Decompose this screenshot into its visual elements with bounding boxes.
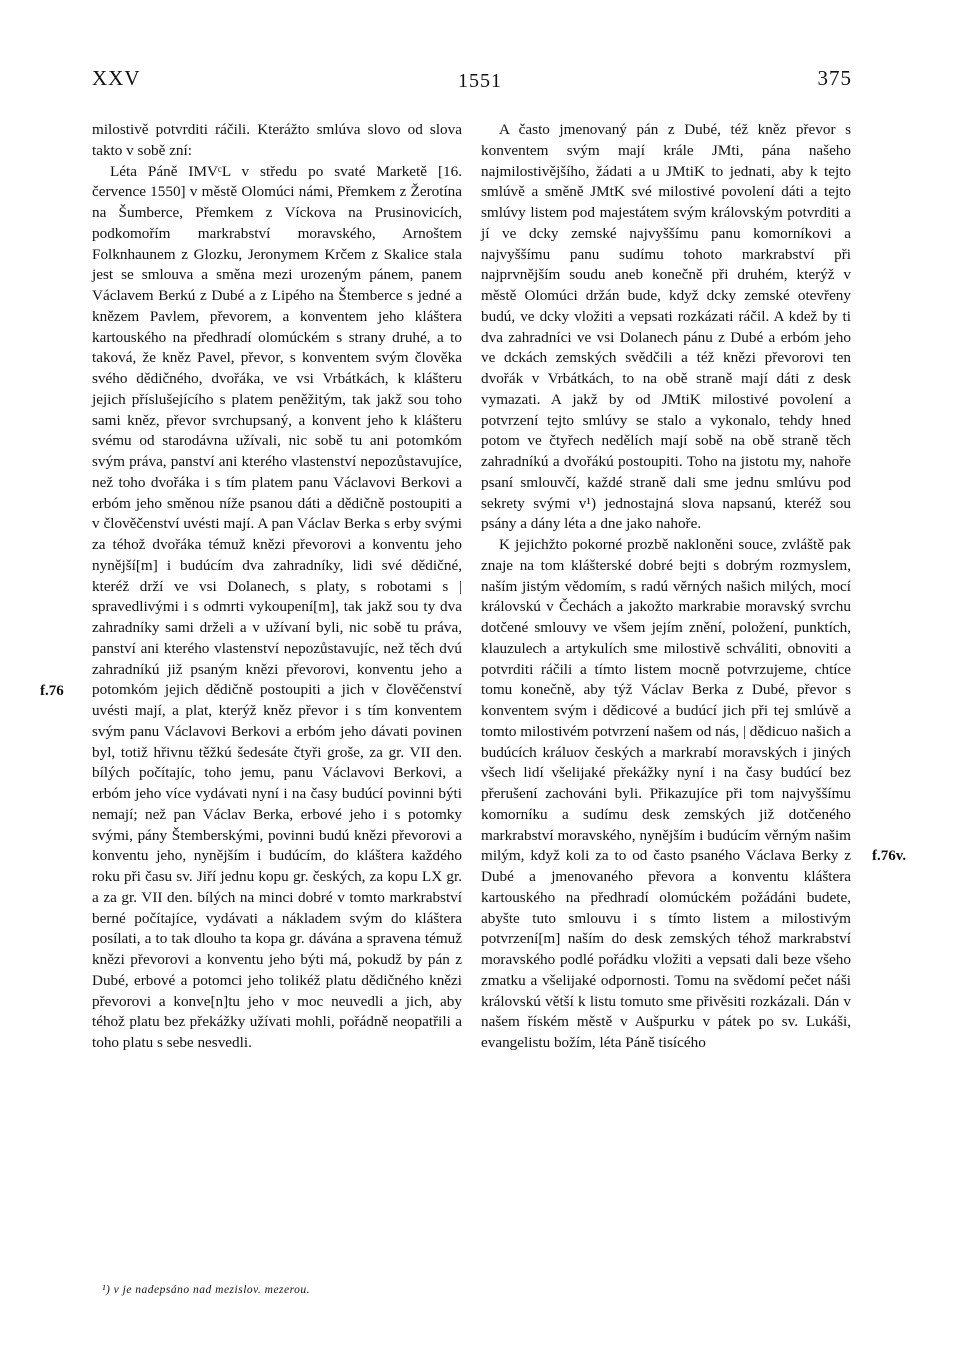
left-paragraph-1: milostivě potvrditi ráčili. Kterážto smlúva slovo od slova takto v sobě zní: <box>92 121 462 159</box>
right-paragraph-1: A často jmenovaný pán z Dubé, též kněz převor s konventem svým mají krále JMti, pána našeho najmilostivějšího, žádati a u JMtiK to jednati, aby k tejto smlúvě a směně JMtK své milostivé povolení dáti a tejto smlúvy listem pod majestátem svým královským potvrditi a jí ve dcky zemské najvyššímu panu komorníkovi a najvyššímu panu sudímu tohoto markrabství při najprvnějším soudu aneb konečně při druhém, kterýž v městě Olomúci držán bude, když dcky zemské otevřeny budú, ve dcky vložiti a vepsati rozkázati ráčil. A kdež by ti dva zahradníci ve vsi Dolanech pánu z Dubé a erbóm jeho ve dckách zemských svědčili a též knězi převorovi ten dvořák v Vrbátkách, to na obě straně mají dáti z desk vymazati. A jakž by od JMtiK milostivé povolení a potvrzení tejto smlúvy se stalo a vykonalo, tehdy hned potom ve čtyřech nedělích mají sobě na obě straně těch zahradníkú a dvořákú postoupiti. Toho na jistotu my, nahoře psaní smlouvčí, každé straně dali sme jednu smlúvu pod sekrety svými v¹) jednostajná slova napsanú, kteréž sou psány a dány léta a dne jako nahoře. <box>481 121 851 533</box>
page-number: 375 <box>817 66 852 90</box>
left-column <box>92 120 462 1054</box>
footnote: ¹) v je nadepsáno nad mezislov. mezerou. <box>102 1284 311 1296</box>
margin-note-left: f.76 <box>40 683 64 699</box>
right-paragraph-2: K jejichžto pokorné prozbě nakloněni souce, zvláště pak znaje na tom klášterské dobré bejti s dobrým rozmyslem, naším jistým vědomím, s radú věrných našich milých, mocí královskú v Čechách a jakožto markrabie moravský svrchu dotčené smlouvy ve všem jejím znění, položení, punktích, klauzulech a artykulích sme milostivě schváliti, obnoviti a potvrditi ráčili a tímto listem mocně potvrzujeme, chtíce tomu konečně, aby týž Václav Berka z Dubé, převor s konventem svým i dědicové a budúcí jich při tej smlúvě a tomto milostivém potvrzení našem od nás, | dědicuo našich a budúcích králuov českých a markrabí moravských i jiných všech lidí všelijaké překážky nyní i na časy budúcí bez přerušení zachováni byli. Přikazujíce při tom najvyššímu komorníku a sudímu desk zemských již dotčeného markrabství moravského, nynějším i budúcím věrným našim milým, když koli za to od často psaného Václava Berky z Dubé a jmenovaného převora a konventu kláštera kartouského na předhradí olomúckém požádáni budete, abyšte tuto smlouvu i s tímto listem a milostivým potvrzení[m] naším do desk zemských téhož markrabství moravského podlé pořádku vložiti a vepsati dali beze všeho zmatku a všelijaké odpornosti. Tomu na svědomí pečet náši královskú větší k listu tomuto sme přivěsiti rozkázali. Dán v našem říském městě v Aušpurku v pátek po sv. Lukáši, evangelistu božím, léta Páně tisícého <box>481 536 851 1051</box>
left-paragraph-2: Léta Páně IMVᶜL v středu po svaté Marketě [16. července 1550] v městě Olomúci námi, Přemkem z Žerotína na Šumberce, Přemkem z Víckova na Prusinovicích, podkomořím markrabství moravského, Arnoštem Folknhaunem z Glozku, Jeronymem Krčem z Skalice stala jest se smlouva a směna mezi urozeným pánem, panem Václavem Berkú z Dubé a z Lipého na Štemberce s jedné a knězem Pavlem, převorem, a konventem jeho kláštera kartouského na předhradí olomúckém s strany druhé, a to taková, že kněz Pavel, převor, s konventem svým člověka svého dědičného, dvořáka, ve vsi Vrbátkách, k klášteru jejich příslušejícího s platem peněžitým, tak jakž sou toho sami kněz, převor svrchupsaný, a konvent jeho k klášteru svému od starodávna užívali, nic sobě tu ani potomkóm svým práva, panství ani kterého vlastenství nepozůstavujíce, než toho dvořáka i s tím platem panu Václavovi Berkovi a erbóm jeho směnou níže psanou dáti a dědičně postoupiti a v člověčenství uvésti mají. A pan Václav Berka s erby svými za téhož dvořáka témuž knězi převorovi a konventu jeho nynější[m] i budúcím dva zahradníky, lidi své dědičné, kteréž drží ve vsi Dolanech, s platy, s robotami s | spravedlivými i s odmrti vykoupení[m], tak jakž sou ty dva zahradníky sami drželi a v užívaní byli, nic sobě tu práva, panství ani kterého vlastenství nepozůstavujíc, než těch dvú zahradníkú již psaným knězi převorovi, konventu jeho a potomkóm jejich dědičně postoupiti a jich v člověčenství uvésti mají, a plat, kterýž kněz převor i s tím konventem svým panu Václavovi Berkovi a erbóm jeho dávati povinen byl, totiž hřivnu těžkú šedesáte čtyři groše, za gr. VII den. bílých počítajíc, toho jemu, panu Václavovi Berkovi, a erbóm jeho více vydávati nyní i na časy budúcí povinni býti nemají; než pan Václav Berka, erbové jeho i s potomky svými, pány Štemberskými, povinni budú knězi převorovi a konventu jeho, nynějším i budúcím, do kláštera každého roku při času sv. Jiří jednu kopu gr. českých, za kopu LX gr. a za gr. VII den. bílých na minci dobré v tomto markrabství berné počítajíce, vydávati a nákladem svým do kláštera posílati, a to tak dlouho ta kopa gr. dávána a spravena témuž knězi převorovi a konventu jeho býti má, pokudž by pán z Dubé, erbové a potomci jeho tolikéž platu dědičného knězi převorovi a konve[n]tu jeho v moc neuvedli a jich, aby téhož platu bez překážky užívati mohli, pořádně neopatřili a toho platu s sebe nesvedli. <box>92 162 462 1051</box>
margin-note-right: f.76v. <box>872 848 907 864</box>
header-year: 1551 <box>458 70 502 92</box>
right-column <box>481 120 851 1054</box>
header-left-number: XXV <box>92 66 141 90</box>
